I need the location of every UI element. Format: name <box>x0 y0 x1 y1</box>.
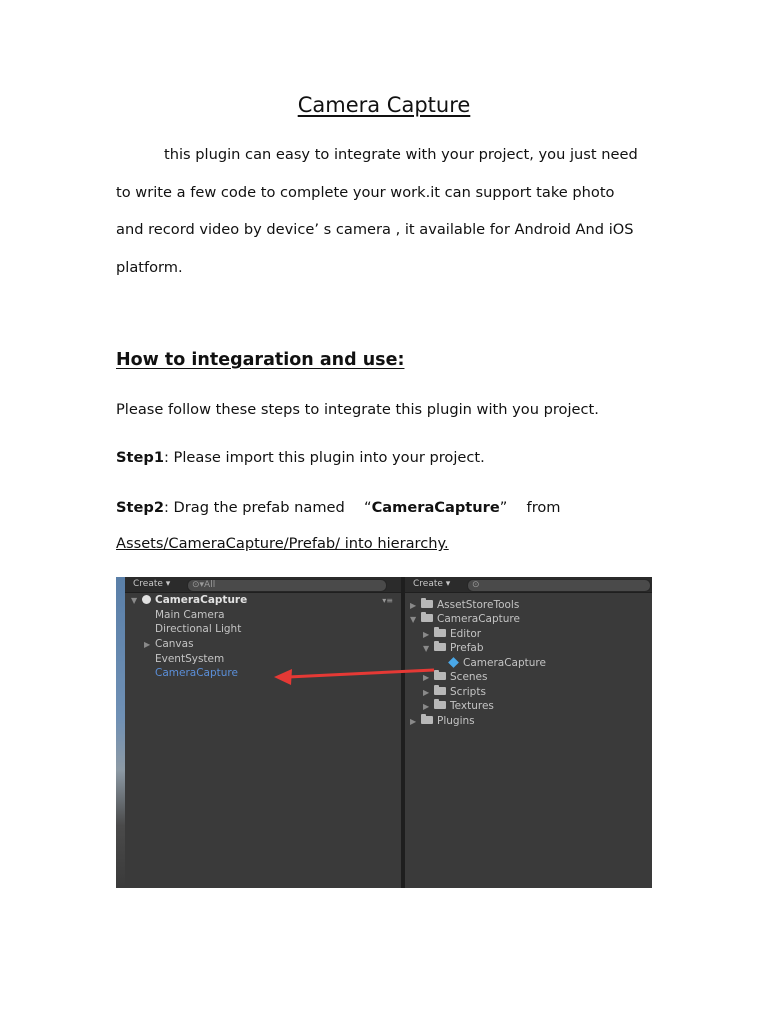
drag-arrow-icon <box>116 577 652 888</box>
hierarchy-item-canvas-label: Canvas <box>155 638 194 650</box>
hierarchy-search-input[interactable]: ⊙▾All <box>187 579 387 592</box>
drag-arrow-shaft <box>288 670 434 677</box>
step1-label: Step1 <box>116 449 164 466</box>
document-title <box>0 93 768 117</box>
intro-paragraph <box>116 136 676 286</box>
step1-line <box>116 449 485 466</box>
section-heading: How to integaration and use: <box>116 350 405 370</box>
intro-line-4: platform. <box>116 258 183 276</box>
follow-steps-text: Please follow these steps to integrate this plugin with you project. <box>116 401 599 418</box>
collapse-triangle-icon: ▶ <box>423 673 430 682</box>
project-item-label: Scripts <box>450 686 486 698</box>
expand-triangle-icon: ▼ <box>131 596 138 605</box>
project-item-label: CameraCapture <box>437 613 520 625</box>
project-item-label: Editor <box>450 628 482 640</box>
collapse-triangle-icon: ▶ <box>410 601 417 610</box>
unity-editor-screenshot <box>116 577 652 888</box>
hierarchy-scene-name: CameraCapture <box>155 594 248 606</box>
expand-triangle-icon: ▼ <box>423 644 430 653</box>
scene-menu-icon[interactable]: ▾≡ <box>382 596 393 605</box>
hierarchy-create-button[interactable]: Create ▾ <box>133 579 171 589</box>
step2-prefab-name: CameraCapture <box>371 499 500 516</box>
intro-line-2: to write a few code to complete your work.it can support take photo <box>116 183 615 201</box>
project-item-label: CameraCapture <box>463 657 546 669</box>
project-item-label: Scenes <box>450 671 488 683</box>
project-search-input[interactable]: ⊙ <box>467 579 651 592</box>
step2-path: Assets/CameraCapture/Prefab/ into hierarchy. <box>116 535 449 552</box>
hierarchy-item-cameracapture[interactable]: CameraCapture <box>155 667 238 679</box>
hierarchy-item-main-camera[interactable]: Main Camera <box>155 609 225 621</box>
project-item-label: AssetStoreTools <box>437 599 520 611</box>
drag-arrow-head <box>274 669 292 685</box>
step2-text-after: ” from <box>499 499 561 516</box>
collapse-triangle-icon: ▶ <box>410 717 417 726</box>
step1-text: : Please import this plugin into your project. <box>164 449 485 466</box>
intro-line-3: and record video by device’ s camera , it available for Android And iOS <box>116 221 634 238</box>
collapse-triangle-icon: ▶ <box>423 630 430 639</box>
collapse-triangle-icon: ▶ <box>423 702 430 711</box>
hierarchy-item-directional-light[interactable]: Directional Light <box>155 623 242 635</box>
project-create-button[interactable]: Create ▾ <box>413 579 451 589</box>
project-item-label: Plugins <box>437 715 475 727</box>
expand-triangle-icon: ▼ <box>410 615 417 624</box>
collapse-triangle-icon: ▶ <box>144 640 151 649</box>
step2-label: Step2 <box>116 499 164 516</box>
document-title-text: Camera Capture <box>297 93 471 117</box>
project-item-label: Prefab <box>450 642 484 654</box>
hierarchy-item-eventsystem[interactable]: EventSystem <box>155 653 225 665</box>
collapse-triangle-icon: ▶ <box>423 688 430 697</box>
step2-text-before: : Drag the prefab named “ <box>164 499 372 516</box>
step2-line <box>116 496 561 517</box>
intro-line-1: this plugin can easy to integrate with your project, you just need <box>164 146 638 163</box>
project-item-label: Textures <box>450 700 494 712</box>
